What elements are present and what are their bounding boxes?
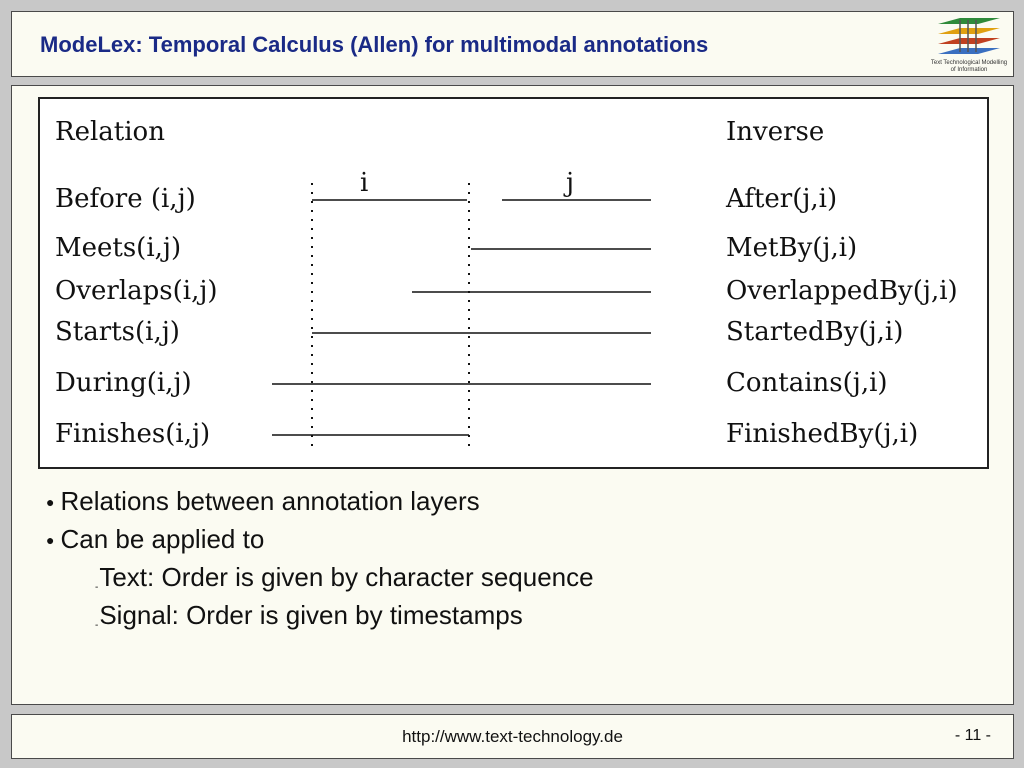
allen-relations-diagram bbox=[38, 97, 989, 469]
sub-bullet-item bbox=[95, 562, 594, 593]
relation-during: During(i,j) bbox=[55, 368, 192, 398]
slide-body bbox=[11, 85, 1014, 705]
sub-bullet-text: Signal: Order is given by timestamps bbox=[99, 600, 523, 630]
relation-overlaps: Overlaps(i,j) bbox=[55, 276, 218, 306]
sub-bullet-text: Text: Order is given by character sequence bbox=[99, 562, 594, 592]
bullet-dot-icon: ● bbox=[46, 532, 55, 548]
footer-bar bbox=[11, 714, 1014, 759]
interval-j-label: j bbox=[566, 168, 575, 198]
inverse-column-header: Inverse bbox=[726, 117, 825, 147]
sub-bullet-dash-icon: - bbox=[95, 620, 99, 631]
inverse-startedby: StartedBy(j,i) bbox=[726, 317, 904, 347]
bullet-text: Relations between annotation layers bbox=[60, 486, 480, 516]
relation-meets: Meets(i,j) bbox=[55, 233, 182, 263]
page-number: - 11 - bbox=[954, 727, 991, 744]
interval-i-label: i bbox=[360, 168, 369, 198]
relation-finishes: Finishes(i,j) bbox=[55, 419, 211, 449]
relation-column-header: Relation bbox=[55, 117, 165, 147]
text-technology-logo bbox=[930, 16, 1008, 74]
inverse-overlappedby: OverlappedBy(j,i) bbox=[726, 276, 958, 306]
bullet-text: Can be applied to bbox=[60, 524, 265, 554]
bullet-dot-icon: ● bbox=[46, 494, 55, 510]
inverse-metby: MetBy(j,i) bbox=[726, 233, 858, 263]
slide-title: ModeLex: Temporal Calculus (Allen) for multimodal annotations bbox=[40, 32, 709, 57]
sub-bullet-item bbox=[95, 600, 523, 631]
bullet-item bbox=[46, 486, 480, 517]
inverse-finishedby: FinishedBy(j,i) bbox=[726, 419, 919, 449]
layers-logo-icon bbox=[930, 16, 1008, 60]
relation-before: Before (i,j) bbox=[55, 184, 196, 214]
bullet-item bbox=[46, 524, 264, 555]
allen-relations-svg bbox=[40, 99, 987, 467]
header-bar bbox=[11, 11, 1014, 77]
logo-caption: Text Technological Modelling of Information bbox=[930, 60, 1008, 73]
sub-bullet-dash-icon: - bbox=[95, 582, 99, 593]
relation-starts: Starts(i,j) bbox=[55, 317, 180, 347]
inverse-after: After(j,i) bbox=[726, 184, 838, 214]
footer-url: http://www.text-technology.de bbox=[402, 727, 623, 746]
inverse-contains: Contains(j,i) bbox=[726, 368, 888, 398]
